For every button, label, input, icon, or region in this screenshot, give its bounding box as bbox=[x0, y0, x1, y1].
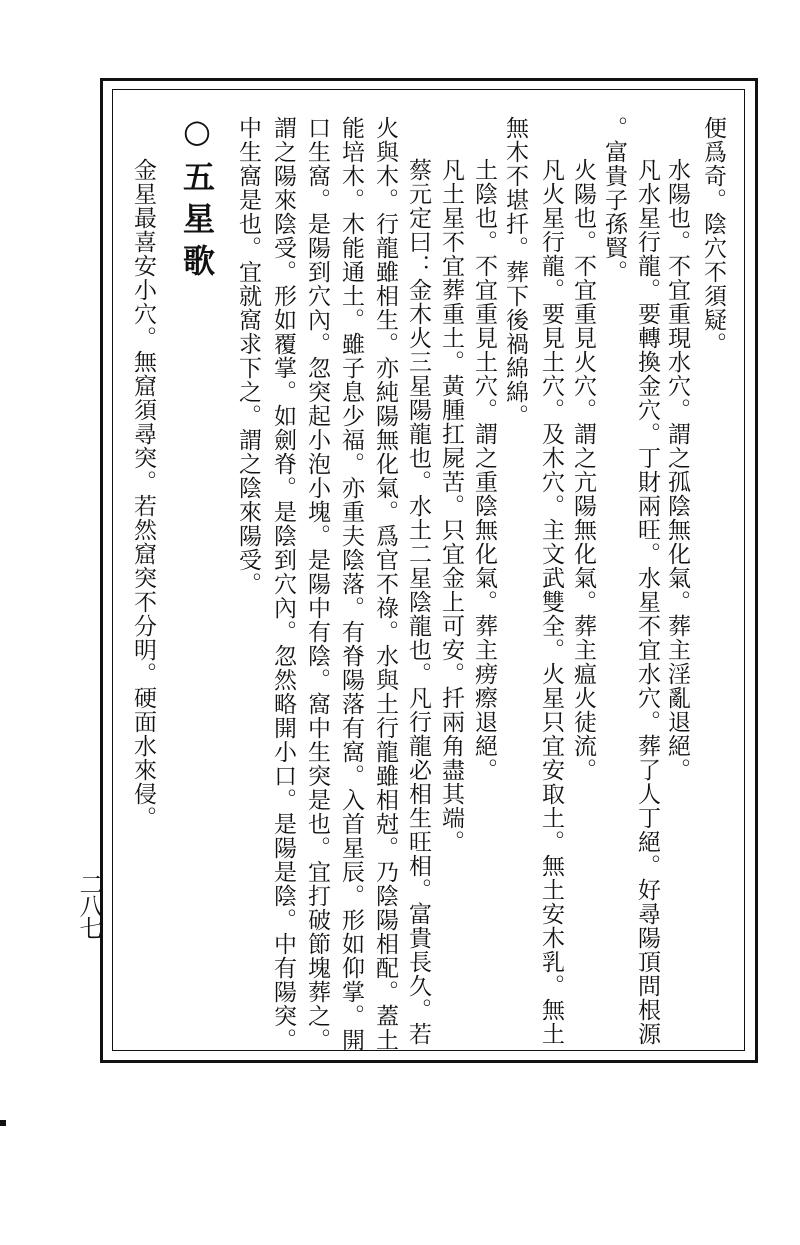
text-column-7: 無木不堪扦。葬下後禍綿綿。 bbox=[502, 116, 528, 428]
text-column-13: 口生窩。是陽到穴內。忽突起小泡小塊。是陽中有陰。窩中生突是也。宜打破節塊葬之。 bbox=[304, 116, 330, 1052]
text-column-6: 凡火星行龍。要見土穴。及木穴。主文武雙全。火星只宜安取土。無土安木乳。無土 bbox=[538, 158, 564, 1046]
text-column-14: 謂之陽來陰受。形如覆掌。如劍脊。是陰到穴內。忽然略開小口。是陽是陰。中有陽突。 bbox=[270, 116, 296, 1052]
scan-mark bbox=[0, 1120, 6, 1126]
text-column-4: 。富貴子孫賢。 bbox=[601, 116, 627, 284]
page-number: 二八七 bbox=[75, 872, 103, 938]
text-column-12: 能培木。木能通土。雖子息少福。亦重夫陰落。有脊陽落有窩。入首星辰。形如仰掌。開 bbox=[338, 116, 364, 1052]
text-column-5: 火陽也。不宜重見火穴。謂之亢陽無化氣。葬主瘟火徒流。 bbox=[570, 158, 596, 782]
text-column-15: 中生窩是也。宜就窩求下之。謂之陰來陽受。 bbox=[235, 116, 261, 596]
text-column-2: 水陽也。不宜重現水穴。謂之孤陰無化氣。葬主淫亂退絕。 bbox=[664, 158, 690, 782]
text-column-17: 金星最喜安小穴。無窟須尋突。若然窟突不分明。硬面水來侵。 bbox=[130, 158, 156, 830]
text-column-9: 凡土星不宜葬重土。黃腫扛屍苦。只宜金上可安。扦兩角盡其端。 bbox=[438, 158, 464, 854]
text-column-10: 蔡元定曰：金木火三星陽龍也。水土二星陰龍也。凡行龍必相生旺相。富貴長久。若 bbox=[405, 158, 431, 1046]
text-column-1: 便爲奇。陰穴不須疑。 bbox=[700, 116, 726, 356]
text-column-3: 凡水星行龍。要轉換金穴。丁財兩旺。水星不宜水穴。葬了人丁絕。好尋陽頂問根源 bbox=[634, 158, 660, 1046]
section-heading: ○五星歌 bbox=[178, 112, 216, 286]
text-column-8: 土陰也。不宜重見土穴。謂之重陰無化氣。葬主痨瘵退絕。 bbox=[471, 158, 497, 782]
text-column-11: 火與木。行龍雖相生。亦純陽無化氣。爲官不祿。水與土行龍雖相尅。乃陰陽相配。蓋土 bbox=[372, 116, 398, 1052]
